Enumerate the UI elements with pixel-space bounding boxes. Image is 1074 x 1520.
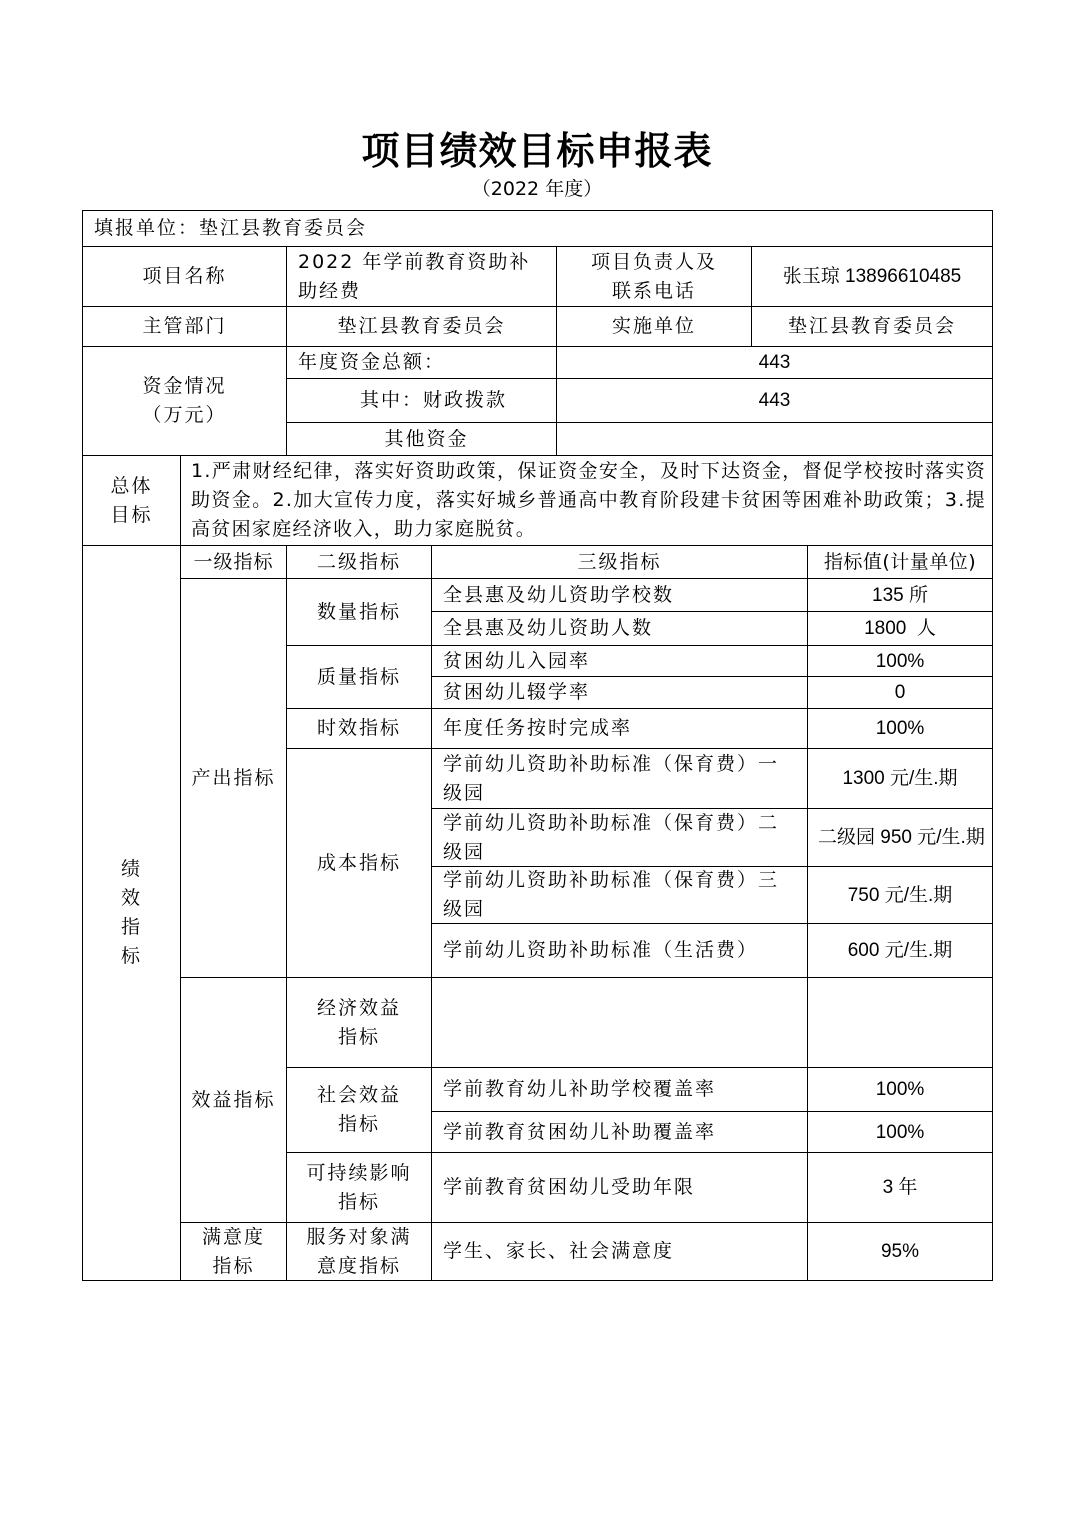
indicator-name: 学生、家长、社会满意度 bbox=[443, 1240, 675, 1262]
level2-cost: 成本指标 bbox=[316, 851, 401, 874]
indicator-value: 3 年 bbox=[882, 1177, 918, 1198]
indicator-name: 学前幼儿资助补助标准（生活费） bbox=[443, 939, 759, 961]
annual-total-value: 443 bbox=[758, 352, 791, 373]
dept-label: 主管部门 bbox=[142, 315, 227, 337]
level2-social: 社会效益指标 bbox=[316, 1084, 401, 1135]
impl-value: 垫江县教育委员会 bbox=[787, 315, 956, 337]
level1-satisfaction: 满意度指标 bbox=[201, 1225, 265, 1277]
indicator-value: 0 bbox=[894, 682, 906, 703]
manager-label: 项目负责人及联系电话 bbox=[590, 250, 717, 302]
goal-label: 总体目标 bbox=[110, 474, 153, 526]
funds-label: 资金情况（万元） bbox=[142, 375, 227, 426]
indicator-value: 1300 元/生.期 bbox=[842, 768, 958, 789]
level2-timeliness: 时效指标 bbox=[316, 717, 401, 739]
indicator-name: 全县惠及幼儿资助学校数 bbox=[443, 583, 675, 606]
dept-value: 垫江县教育委员会 bbox=[337, 315, 506, 337]
level2-quantity: 数量指标 bbox=[316, 600, 401, 623]
fiscal-value: 443 bbox=[758, 390, 791, 411]
other-funds-value bbox=[557, 423, 992, 455]
indicator-name: 学前教育贫困幼儿补助覆盖率 bbox=[443, 1120, 717, 1143]
indicator-value: 100% bbox=[875, 1121, 925, 1143]
fiscal-label: 其中：财政拨款 bbox=[359, 389, 507, 411]
header-level2: 二级指标 bbox=[316, 550, 401, 573]
level2-sustainable: 可持续影响指标 bbox=[306, 1161, 412, 1213]
level1-benefit: 效益指标 bbox=[191, 1088, 276, 1111]
indicator-name: 贫困幼儿入园率 bbox=[443, 649, 591, 672]
level2-quality: 质量指标 bbox=[316, 665, 401, 688]
indicator-value: 100% bbox=[875, 650, 925, 672]
indicator-name: 贫困幼儿辍学率 bbox=[443, 681, 591, 703]
annual-total-label: 年度资金总额： bbox=[298, 351, 446, 373]
page-subtitle: （2022 年度） bbox=[471, 178, 603, 200]
other-funds-label: 其他资金 bbox=[384, 427, 469, 450]
project-name-value: 2022 年学前教育资助补助经费 bbox=[298, 250, 531, 302]
indicator-value: 1800 人 bbox=[864, 618, 936, 639]
indicator-name bbox=[432, 978, 807, 1067]
indicator-value: 二级园 950 元/生.期 bbox=[818, 827, 985, 848]
page-title: 项目绩效目标申报表 bbox=[361, 129, 713, 173]
indicator-value: 100% bbox=[875, 718, 925, 739]
indicator-name: 学前教育贫困幼儿受助年限 bbox=[443, 1176, 696, 1198]
indicator-value: 95% bbox=[880, 1241, 920, 1262]
indicator-name: 全县惠及幼儿资助人数 bbox=[443, 617, 654, 639]
level1-output: 产出指标 bbox=[191, 766, 276, 789]
indicator-value: 100% bbox=[875, 1079, 925, 1100]
manager-value: 张玉琼 13896610485 bbox=[782, 266, 962, 287]
header-value: 指标值(计量单位) bbox=[823, 550, 977, 573]
project-name-label: 项目名称 bbox=[142, 265, 227, 287]
indicators-section-label: 绩效指标 bbox=[121, 858, 143, 967]
header-level1: 一级指标 bbox=[193, 550, 274, 573]
indicator-name: 学前幼儿资助补助标准（保育费）二级园 bbox=[443, 811, 780, 863]
indicator-value: 750 元/生.期 bbox=[847, 884, 953, 906]
indicator-name: 学前幼儿资助补助标准（保育费）一级园 bbox=[443, 752, 780, 804]
header-level3: 三级指标 bbox=[577, 550, 662, 573]
indicator-value bbox=[808, 978, 992, 1067]
indicator-name: 年度任务按时完成率 bbox=[443, 717, 633, 739]
indicator-value: 135 所 bbox=[872, 584, 928, 606]
level2-service-satisfaction: 服务对象满意度指标 bbox=[306, 1225, 412, 1277]
indicator-value: 600 元/生.期 bbox=[847, 940, 953, 961]
goal-text: 1.严肃财经纪律，落实好资助政策，保证资金安全，及时下达资金，督促学校按时落实资助资金。2.加大宣传力度，落实好城乡普通高中教育阶段建卡贫困等困难补助政策；3.提高贫困家庭经济收入，助力家庭脱贫。 bbox=[191, 460, 986, 540]
fill-unit: 填报单位：垫江县教育委员会 bbox=[94, 217, 368, 239]
impl-label: 实施单位 bbox=[611, 315, 696, 337]
indicator-name: 学前教育幼儿补助学校覆盖率 bbox=[443, 1078, 717, 1100]
indicator-name: 学前幼儿资助补助标准（保育费）三级园 bbox=[443, 869, 780, 920]
level2-economic: 经济效益指标 bbox=[316, 996, 401, 1048]
